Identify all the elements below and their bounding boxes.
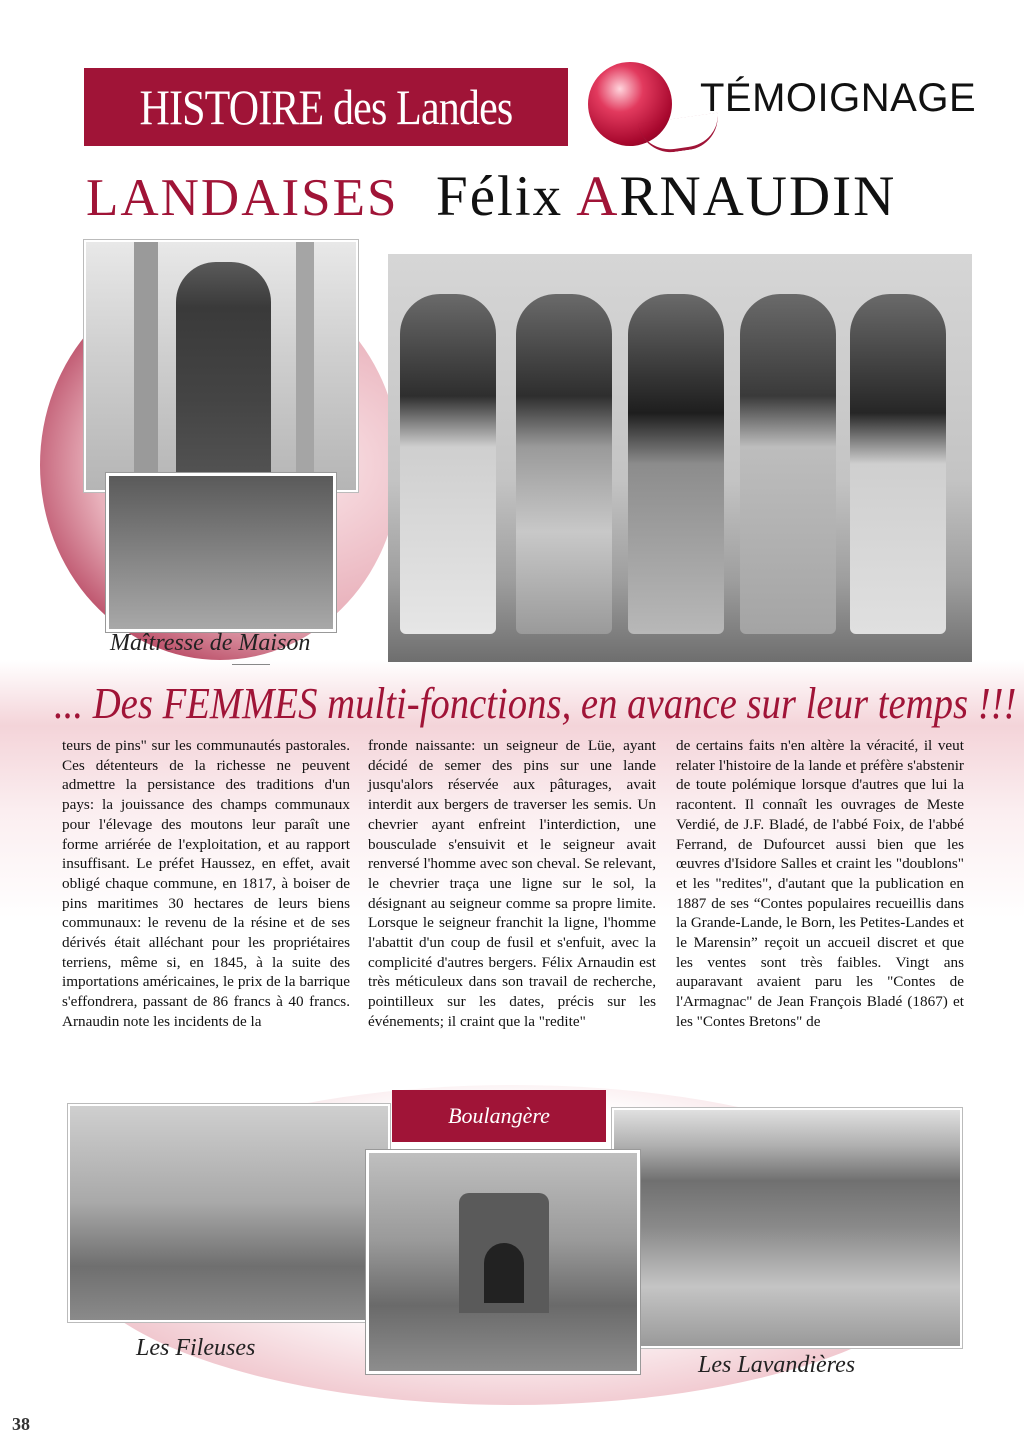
section-label: TÉMOIGNAGE: [700, 76, 977, 120]
caption-fileuses: Les Fileuses: [136, 1335, 256, 1361]
photo-boulangere: [366, 1150, 640, 1374]
caption-divider: [232, 664, 270, 665]
boulangere-caption-box: [392, 1090, 606, 1142]
series-banner: [84, 68, 568, 146]
text-column-1: teurs de pins" sur les communautés pastorales. Ces détenteurs de la richesse ne peuvent admettre la persistance des traditions d'un pays: la jouissance des champs communaux pour l'élevage des moutons leur paraît une forme arriérée de l'exploitation, et au rapport insuffisant. Le préfet Haussez, en effet, avait obligé chaque commune, en 1817, à boiser de pins maritimes 30 hectares de leurs biens communaux: le revenu de la résine et de ses dérivés était alléchant pour les propriétaires terriens, même si, en 1845, à la suite des importations américaines, le prix de la barrique s'effondrera, passant de 86 francs à 40 francs. Arnaudin note les incidents de la: [62, 737, 350, 1030]
headline-first: Félix: [436, 165, 577, 228]
subject-label: LANDAISES: [86, 169, 399, 227]
photo-les-lavandieres: [612, 1108, 962, 1348]
photo-maitresse-de-maison: [106, 473, 336, 632]
caption-boulangere: Boulangère: [448, 1103, 550, 1128]
photo-standing-woman: [84, 240, 358, 492]
article-headline: [436, 164, 896, 229]
caption-lavandieres: Les Lavandières: [698, 1352, 856, 1378]
caption-maitresse: Maîtresse de Maison: [110, 630, 311, 656]
headline-initial: A: [576, 165, 620, 228]
page-number: 38: [12, 1414, 30, 1434]
photo-five-women: [388, 254, 972, 662]
photo-les-fileuses: [68, 1104, 390, 1322]
headline-rest: RNAUDIN: [619, 165, 897, 228]
text-column-3: de certains faits n'en altère la véracité, il veut relater l'histoire de la lande et préfère s'abstenir de toute polémique lorsque d'autres que lui la racontent. Il connaît les ouvrages de Meste Verdié, de J.F. Bladé, de l'abbé Foix, de l'abbé Ferrand, de Dufourcet aussi bien que les œuvres d'Isidore Salles et craint les "doublons" et les "redites", d'autant que la publication en 1887 de ses “Contes populaires recueillis dans la Grande-Lande, le Born, les Petites-Landes et le Marensin” reçoit un accueil discret et que les ventes sont très faibles. Vingt ans auparavant avaient paru les "Contes de l'Armagnac" de Jean François Bladé (1867) et les "Contes Bretons" de: [676, 737, 964, 1030]
series-title: HISTOIRE des Landes: [139, 79, 513, 135]
text-column-2: fronde naissante: un seigneur de Lüe, ayant décidé de semer des pins sur une lande jusqu'alors réservée aux pâturages, avait interdit aux bergers de traverser les semis. Un chevrier ayant enfreint l'interdiction, une bousculade s'ensuivit et le seigneur avait renversé l'homme avec son cheval. Se relevant, le chevrier traça une ligne sur le sol, la désignant au seigneur comme sa propre limite. Lorsque le seigneur franchit la ligne, l'homme l'abattit d'un coup de fusil et s'enfuit, avec la complicité d'autres bergers. Félix Arnaudin est très méticuleux dans son travail de recherche, pointilleux sur les dates, précis sur les événements; il craint que la "redite": [368, 737, 656, 1030]
tagline: ... Des FEMMES multi-fonctions, en avance sur leur temps !!!: [54, 679, 1017, 728]
